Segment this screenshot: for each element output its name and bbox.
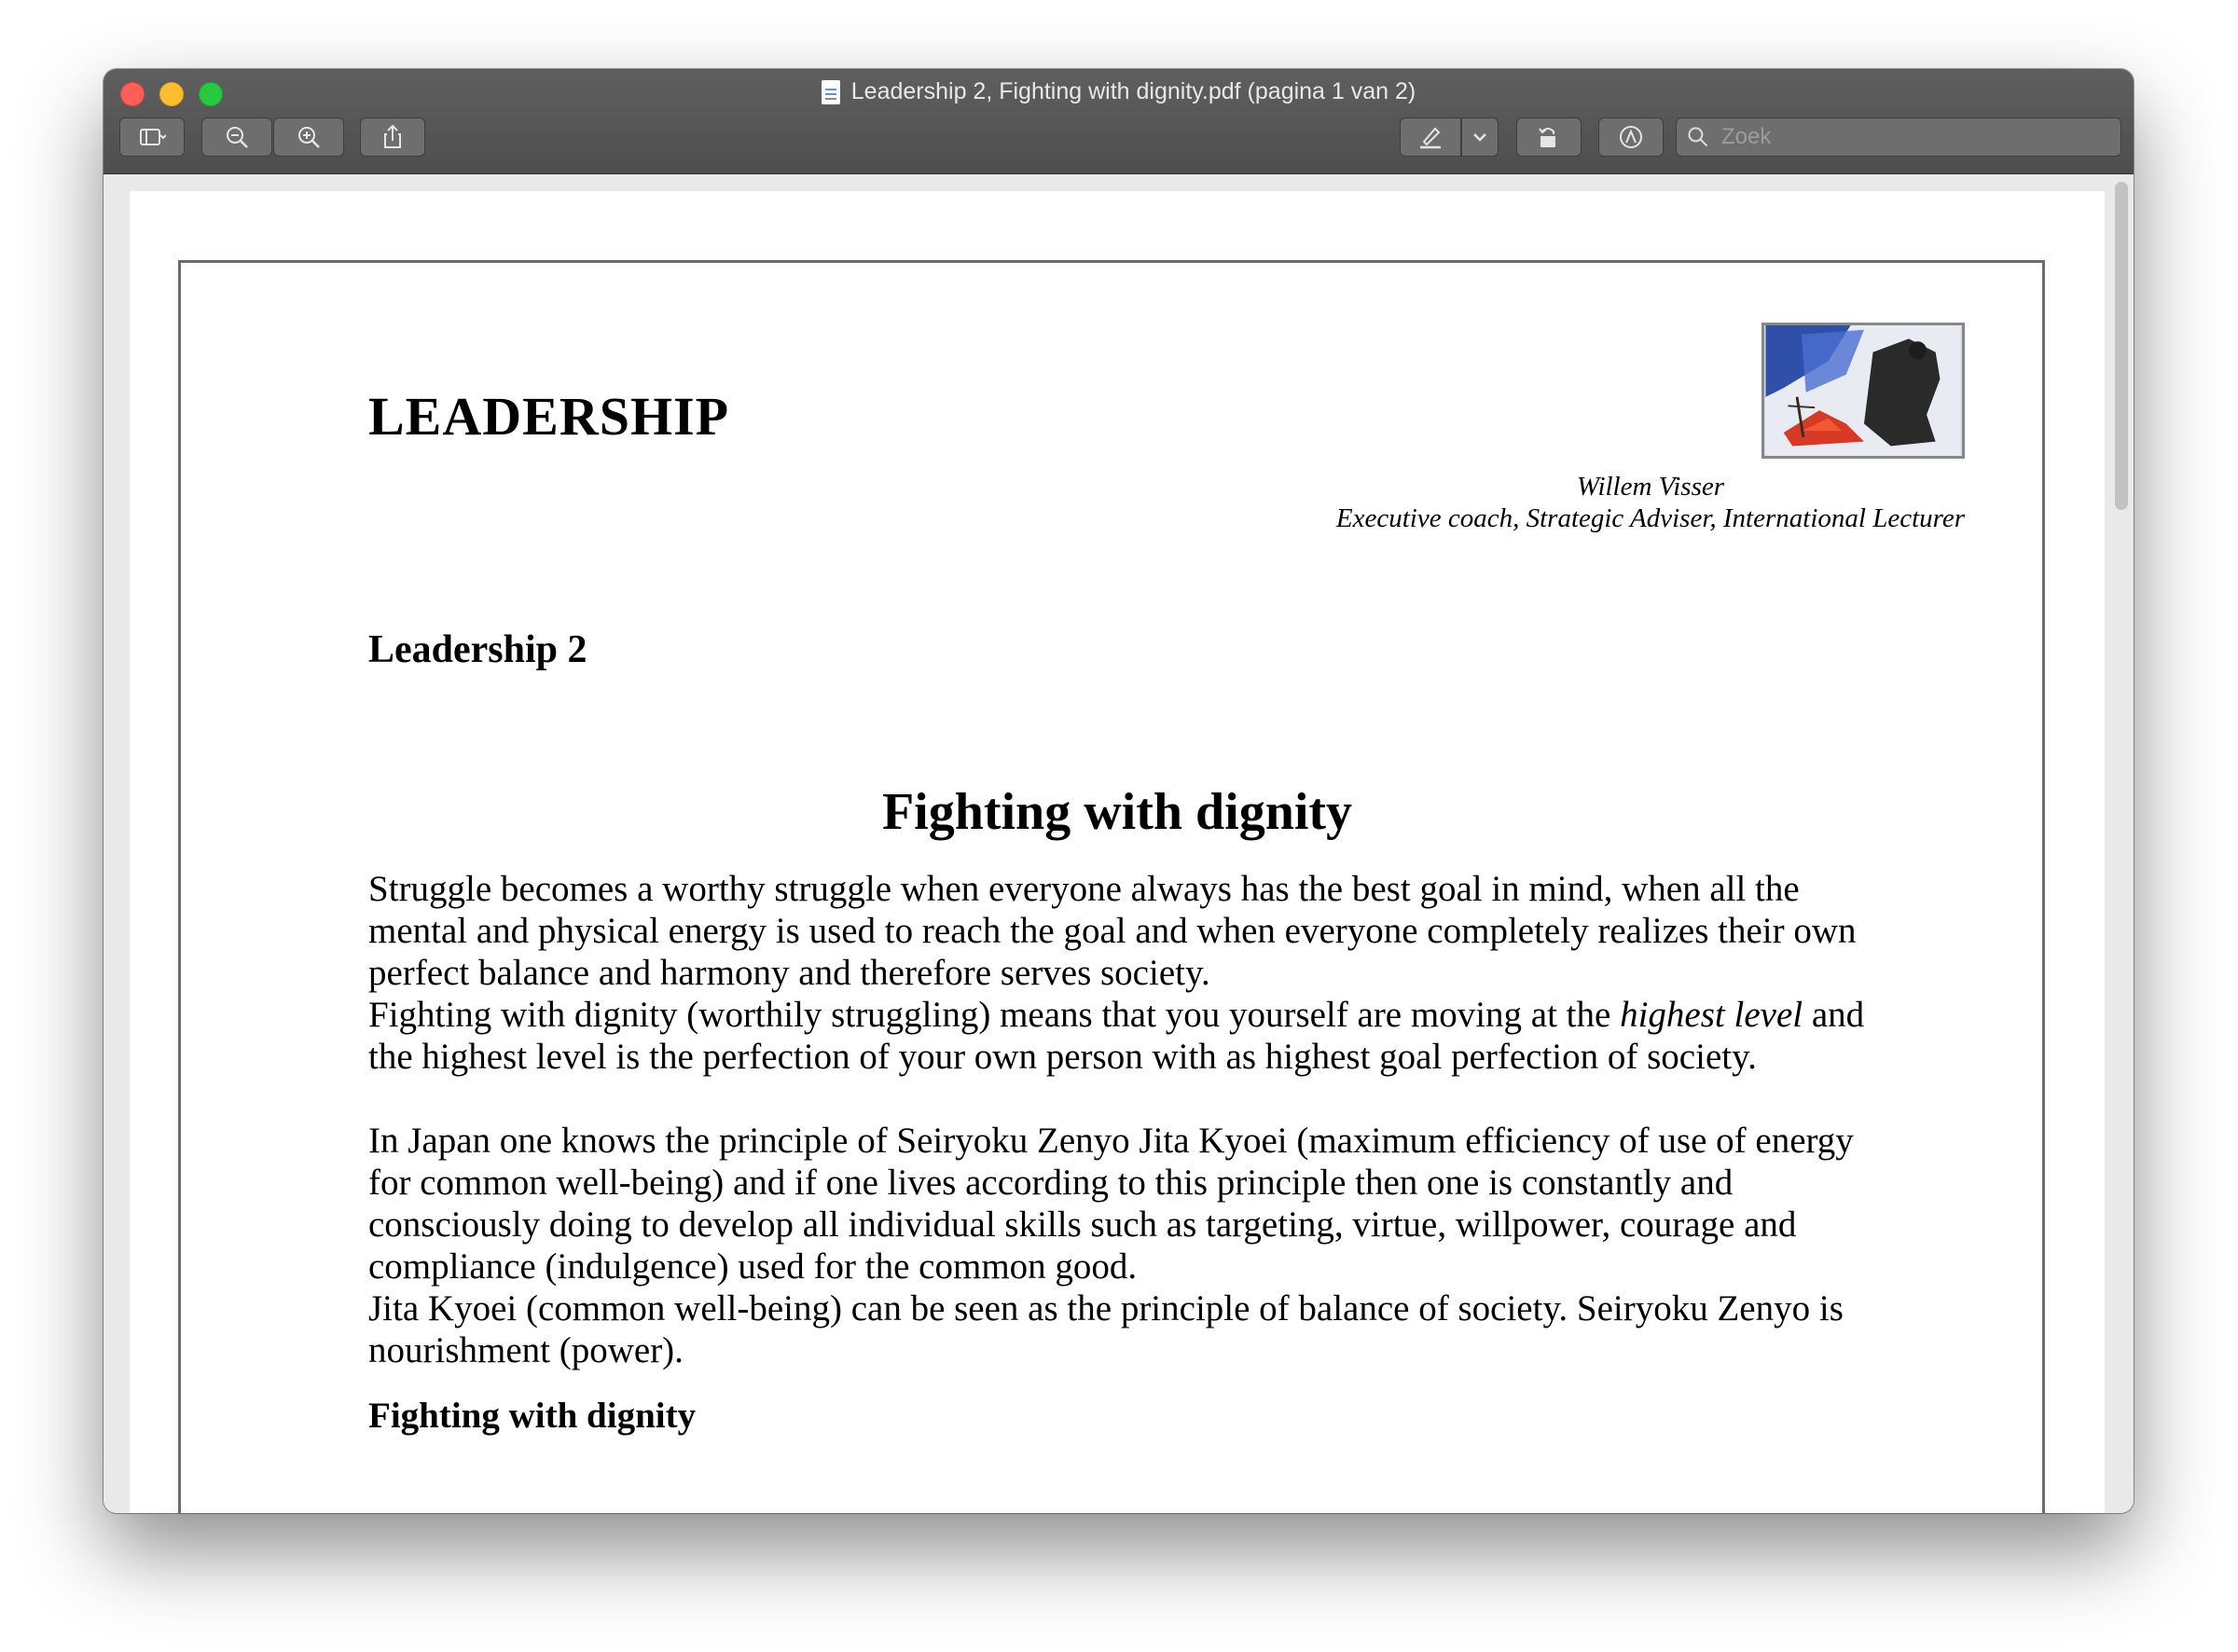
highlight-options-button[interactable] [1461, 117, 1499, 157]
zoom-in-icon [295, 123, 323, 151]
search-icon [1686, 125, 1710, 149]
pdf-page [130, 191, 2105, 1513]
preview-window [104, 69, 2134, 1513]
share-button[interactable] [360, 117, 425, 157]
sidebar-icon [138, 123, 166, 151]
document-subheading: Leadership 2 [368, 628, 587, 671]
vertical-scrollbar[interactable] [2115, 182, 2128, 510]
paragraph-text: and the highest level is the perfection of your own person with as highest goal perfection of society. [368, 995, 1865, 1077]
emphasis-text: highest level [1620, 995, 1803, 1035]
paragraph-gap [368, 1078, 1898, 1120]
rotate-button[interactable] [1516, 117, 1582, 157]
document-view[interactable] [104, 174, 2134, 1513]
author-name: Willem Visser [1576, 472, 1725, 502]
paragraph: Struggle becomes a worthy struggle when everyone always has the best goal in mind, when all the mental and physical energy is used to reach the goal and when everyone completely realizes their own perfect balance and harmony and therefore serves society. [368, 869, 1857, 993]
pdf-document-icon [822, 80, 840, 104]
zoom-in-button[interactable] [273, 117, 344, 157]
share-icon [379, 123, 407, 151]
chevron-down-icon [1466, 123, 1494, 151]
painting-image [1764, 325, 1962, 456]
markup-icon [1617, 123, 1645, 151]
window-title-text: Leadership 2, Fighting with dignity.pdf (pagina 1 van 2) [850, 78, 1416, 104]
document-body [368, 868, 1898, 1437]
author-block [1336, 471, 1965, 534]
rotate-icon [1535, 123, 1563, 151]
paragraph-text: Fighting with dignity (worthily struggling) means that you yourself are moving at the [368, 995, 1621, 1035]
author-role: Executive coach, Strategic Adviser, International Lecturer [1335, 503, 1965, 533]
paragraph [368, 994, 1898, 1078]
author-photo [1761, 323, 1965, 459]
highlight-button[interactable] [1400, 117, 1461, 157]
document-brand: LEADERSHIP [368, 386, 730, 447]
zoom-out-icon [223, 123, 251, 151]
search-field[interactable] [1676, 117, 2121, 157]
search-input[interactable] [1720, 123, 2096, 151]
title-bar [104, 69, 2134, 174]
document-heading: Fighting with dignity [881, 783, 1353, 841]
section-heading: Fighting with dignity [368, 1396, 697, 1436]
paragraph: In Japan one knows the principle of Seiryoku Zenyo Jita Kyoei (maximum efficiency of use of energy for common well-being) and if one lives according to this principle then one is constantly and consciously doing to develop all individual skills such as targeting, virtue, willpower, courage and compliance (indulgence) used for the common good. [368, 1121, 1854, 1287]
paragraph: Jita Kyoei (common well-being) can be seen as the principle of balance of society. Seiryoku Zenyo is nourishment (power). [368, 1288, 1844, 1370]
sidebar-toggle-button[interactable] [119, 117, 185, 157]
markup-button[interactable] [1598, 117, 1664, 157]
zoom-out-button[interactable] [201, 117, 272, 157]
highlighter-icon [1416, 123, 1444, 151]
window-title [104, 78, 2134, 105]
